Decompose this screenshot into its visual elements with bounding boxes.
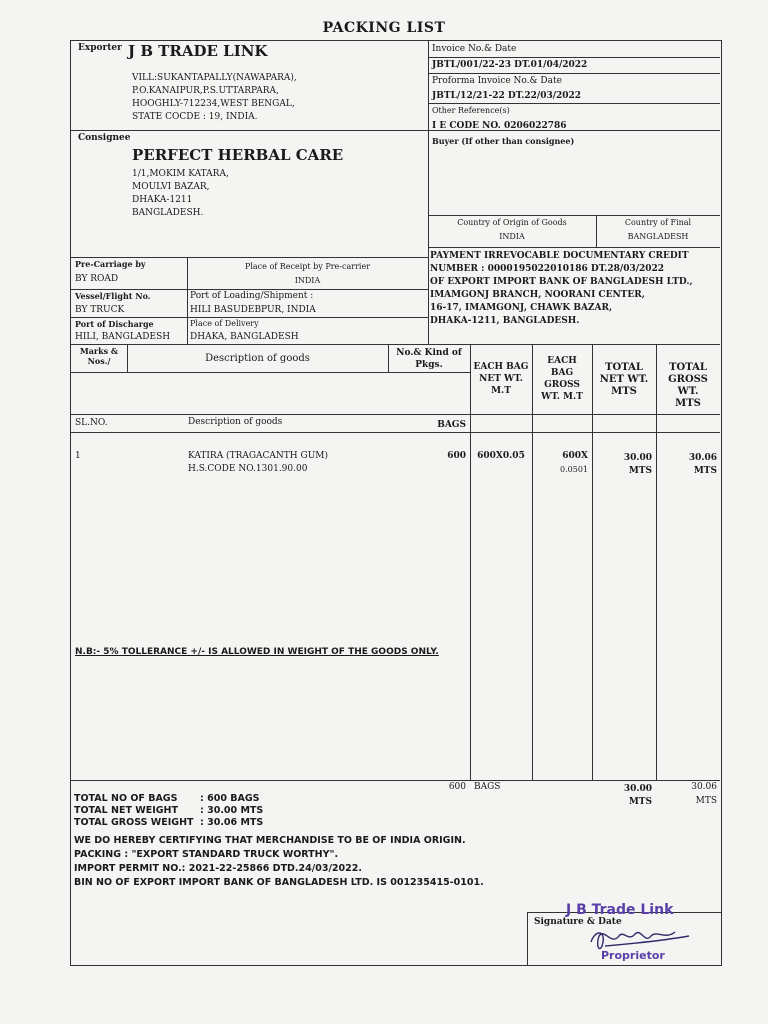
divider [428,215,720,216]
row-total-net: 30.00 [623,453,652,463]
row-each-gross: 600X [562,451,588,461]
proprietor-stamp: Proprietor [601,949,665,962]
divider [71,344,720,345]
ie-code: I E CODE NO. 0206022786 [432,121,567,131]
payment-terms: PAYMENT IRREVOCABLE DOCUMENTARY CREDIT NUMBER : 0000195022010186 DT.28/03/2022 OF EXPORT IMPORT BANK OF BANGLADESH LTD., IMAMGONJ BRANCH, NOORANI CENTER, 16-17, IMAMGONJ, CHAWK BAZAR, DHAKA-1211, BANGLADESH. [430,251,693,326]
tolerance-note: N.B:- 5% TOLLERANCE +/- IS ALLOWED IN WEIGHT OF THE GOODS ONLY. [75,647,439,657]
each-net-header: EACH BAG NET WT. M.T [473,362,529,396]
divider [71,289,428,290]
divider [428,40,429,344]
row-hs-code: H.S.CODE NO.1301.90.00 [188,464,308,474]
row-each-gross-2: 0.0501 [560,465,588,474]
signature-scribble [585,922,695,952]
invoice-label: Invoice No.& Date [432,44,517,54]
company-stamp: J B Trade Link [566,902,674,918]
total-gross-unit: MTS [695,796,717,806]
divider [71,432,720,433]
consignee-label: Consignee [78,133,131,143]
divider [71,414,720,415]
row-bags: 600 [447,451,466,461]
origin-value: INDIA [499,232,525,241]
totals-summary [74,793,263,829]
total-net-unit: MTS [628,797,652,807]
row-total-gross: 30.06 [688,453,717,463]
each-gross-header: EACH BAG GROSS WT. M.T [541,356,583,402]
pre-carriage-value: BY ROAD [75,274,119,284]
divider [532,344,533,780]
receipt-value: INDIA [294,276,321,285]
loading-value: HILI BASUDEBPUR, INDIA [190,305,316,315]
declarations: WE DO HEREBY CERTIFYING THAT MERCHANDISE TO BE OF INDIA ORIGIN. PACKING : "EXPORT STANDARD TRUCK WORTHY". IMPORT PERMIT NO.: 2021-22-25866 DTD.24/03/2022. BIN NO OF EXPORT IMPORT BANK OF BANGLADESH LTD. IS 001235415-0101. [74,835,484,888]
invoice-value: JBTL/001/22-23 DT.01/04/2022 [432,60,588,70]
divider [71,257,428,258]
summary-row: TOTAL NET WEIGHT : 30.00 MTS [74,805,264,816]
consignee-name: PERFECT HERBAL CARE [132,146,344,164]
divider [428,73,720,74]
total-bags-unit: BAGS [474,782,501,792]
divider [71,130,720,131]
divider [71,317,428,318]
divider [470,344,471,780]
exporter-address: VILL:SUKANTAPALLY(NAWAPARA), P.O.KANAIPUR,P.S.UTTARPARA, HOOGHLY-712234,WEST BENGAL, STATE COCDE : 19, INDIA. [132,73,297,122]
delivery-value: DHAKA, BANGLADESH [190,332,299,342]
loading-label: Port of Loading/Shipment : [190,291,314,301]
row-each-net: 600X0.05 [477,451,525,461]
summary-row: TOTAL NO OF BAGS : 600 BAGS [74,793,260,804]
description-subheader: Description of goods [188,417,283,427]
divider [428,103,720,104]
vessel-label: Vessel/Flight No. [75,291,151,301]
receipt-label: Place of Receipt by Pre-carrier [244,262,371,271]
origin-label: Country of Origin of Goods [457,218,567,227]
discharge-label: Port of Discharge [75,319,154,329]
row-description: KATIRA (TRAGACANTH GUM) [188,451,329,461]
other-reference-label: Other Reference(s) [432,106,510,115]
summary-row: TOTAL GROSS WEIGHT : 30.06 MTS [74,817,264,828]
divider [428,247,720,248]
row-total-net-unit: MTS [628,466,652,476]
delivery-label: Place of Delivery [190,319,259,328]
exporter-name: J B TRADE LINK [128,42,268,60]
total-gross-header: TOTAL GROSS WT. MTS [668,362,708,409]
total-net-header: TOTAL NET WT. MTS [599,362,649,397]
buyer-label: Buyer (If other than consignee) [432,136,575,146]
proforma-value: JBTL/12/21-22 DT.22/03/2022 [432,91,582,101]
divider [592,344,593,780]
proforma-label: Proforma Invoice No.& Date [432,76,562,86]
divider [428,57,720,58]
total-bags: 600 [448,782,466,792]
row-total-gross-unit: MTS [693,466,717,476]
vessel-value: BY TRUCK [75,305,125,315]
final-country-value: BANGLADESH [627,232,689,241]
kind-header: No.& Kind of Pkgs. [396,348,462,370]
description-header: Description of goods [205,353,310,364]
pre-carriage-label: Pre-Carriage by [75,259,146,269]
sl-header: SL.NO. [75,418,108,428]
page-title: PACKING LIST [322,20,446,36]
exporter-label: Exporter [78,43,122,53]
row-sl: 1 [75,451,81,461]
discharge-value: HILI, BANGLADESH [75,332,171,342]
marks-header: Marks & Nos./ [79,346,119,366]
total-net-value: 30.00 [623,784,652,794]
total-gross-value: 30.06 [691,782,717,792]
divider [71,372,470,373]
consignee-address: 1/1,MOKIM KATARA, MOULVI BAZAR, DHAKA-1211 BANGLADESH. [132,169,229,218]
final-country-label: Country of Final [624,218,692,227]
signature-label: Signature & Date [534,917,622,927]
bags-subheader: BAGS [437,420,466,430]
